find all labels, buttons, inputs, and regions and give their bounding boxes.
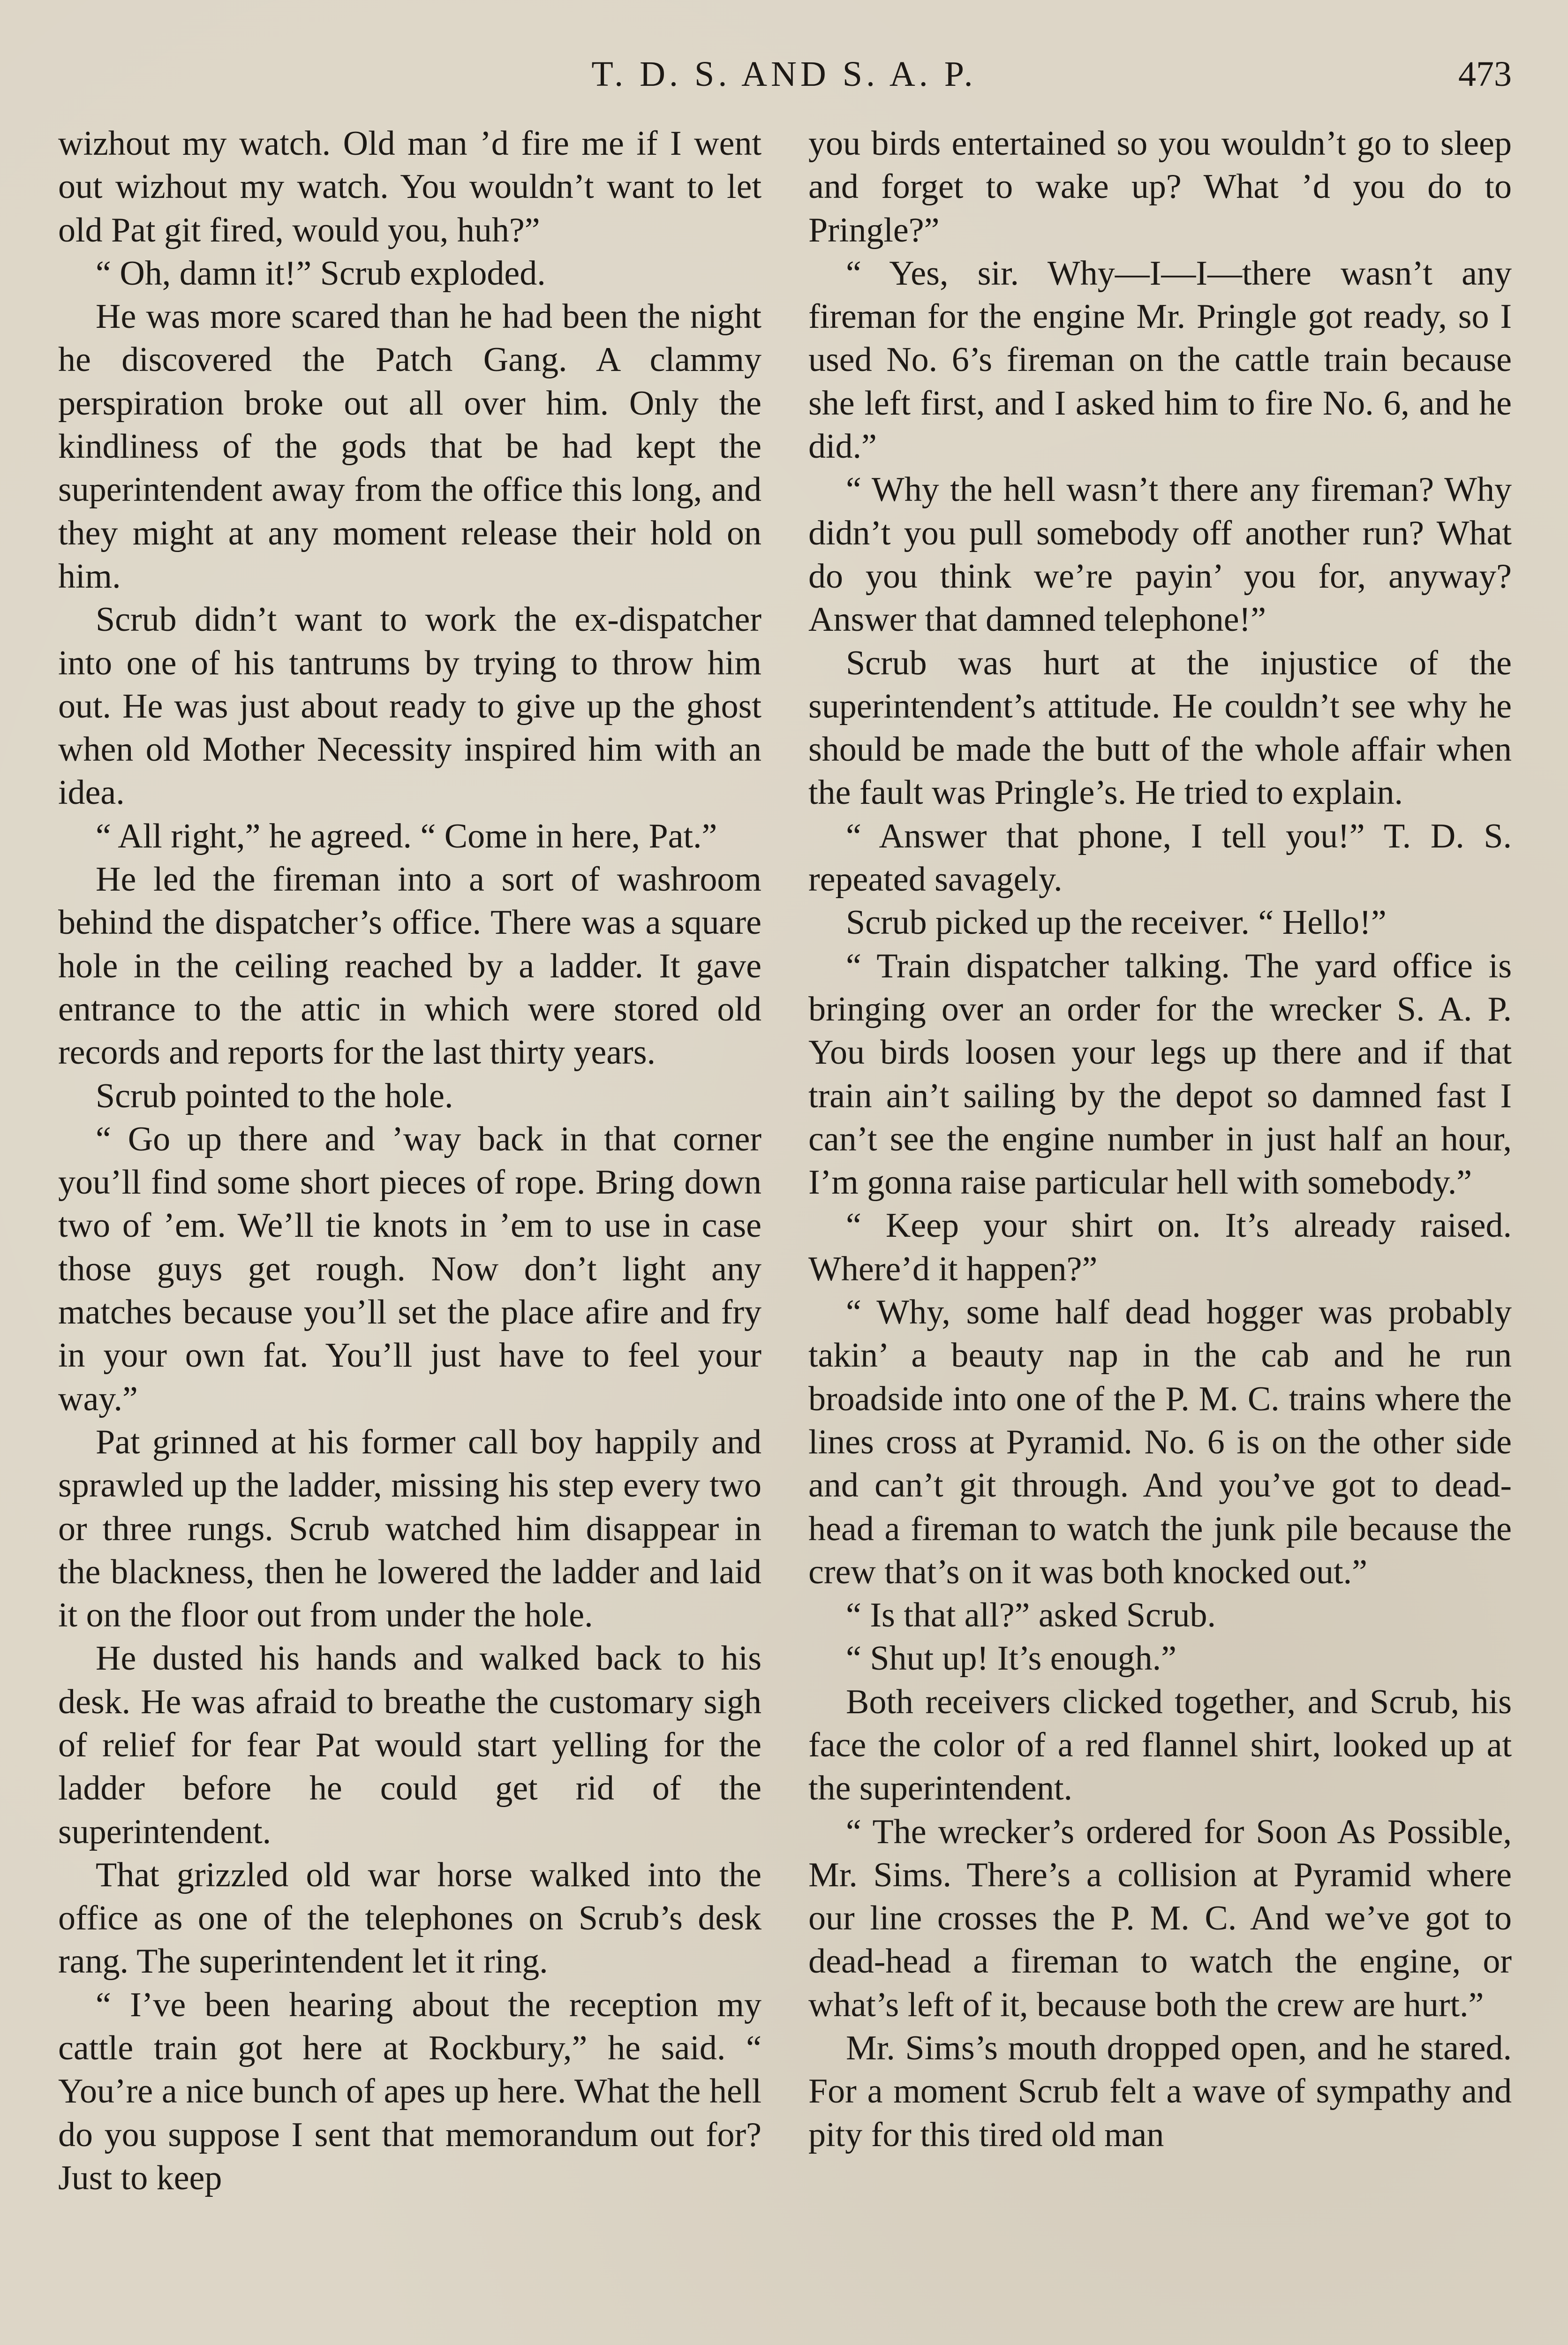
paragraph: “ Shut up! It’s enough.” [846, 1639, 1176, 1678]
paragraph: “ Keep your shirt on. It’s already raised. Where’d it happen?” [808, 1206, 1512, 1288]
paragraph: wizhout my watch. Old man ’d fire me if I went out wizhout my watch. You wouldn’t want to let old Pat git fired, would you, huh?” [58, 124, 761, 250]
paragraph: “ Why, some half dead hogger was probably takin’ a beauty nap in the cab and he run broadside into one of the P. M. C. trains where the lines cross at Pyramid. No. 6 is on the other side and can’t git through. And you’ve got to dead-head a fireman to watch the junk pile because the crew that’s on it was both knocked out.” [808, 1293, 1512, 1591]
page-header [56, 51, 1512, 98]
paragraph: He was more scared than he had been the night he discovered the Patch Gang. A clammy perspiration broke out all over him. Only the kindliness of the gods that be had kept the superintendent away from the office this long, and they might at any moment release their hold on him. [58, 297, 761, 596]
paragraph: Both receivers clicked together, and Scrub, his face the color of a red flannel shirt, looked up at the superintendent. [808, 1682, 1512, 1808]
paragraph: “ Is that all?” asked Scrub. [846, 1596, 1216, 1635]
paragraph: Mr. Sims’s mouth dropped open, and he stared. For a moment Scrub felt a wave of sympathy and pity for this tired old man [808, 2029, 1512, 2154]
paragraph: “ Go up there and ’way back in that corner you’ll find some short pieces of rope. Bring down two of ’em. We’ll tie knots in ’em to use in case those guys get rough. Now don’t light any matches because you’ll set the place afire and fry in your own fat. You’ll just have to feel your way.” [58, 1120, 761, 1418]
right-column [808, 122, 1512, 2345]
left-column [58, 122, 761, 2345]
paragraph: Scrub was hurt at the injustice of the superintendent’s attitude. He couldn’t see why he should be made the butt of the whole affair when the fault was Pringle’s. He tried to explain. [808, 643, 1512, 812]
paragraph: That grizzled old war horse walked into the office as one of the telephones on Scrub’s desk rang. The superintendent let it ring. [58, 1855, 761, 1981]
paragraph: “ Answer that phone, I tell you!” T. D. S. repeated savagely. [808, 817, 1512, 899]
paragraph: Pat grinned at his former call boy happily and sprawled up the ladder, missing his step every two or three rungs. Scrub watched him disappear in the blackness, then he lowered the ladder and laid it on the floor out from under the hole. [58, 1422, 761, 1635]
paragraph: “ All right,” he agreed. “ Come in here, Pat.” [96, 817, 717, 855]
paragraph: He dusted his hands and walked back to his desk. He was afraid to breathe the customary sigh of relief for fear Pat would start yelling for the ladder before he could get rid of the superintendent. [58, 1639, 761, 1851]
paragraph: “ I’ve been hearing about the reception my cattle train got here at Rockbury,” he said. “ You’re a nice bunch of apes up here. What the hell do you suppose I sent that memorandum out for? Just to keep [58, 1985, 761, 2197]
paragraph: Scrub picked up the receiver. “ Hello!” [846, 903, 1387, 942]
paragraph: “ Why the hell wasn’t there any fireman? Why didn’t you pull somebody off another run? What do you think we’re payin’ you for, anyway? Answer that damned telephone!” [808, 470, 1512, 639]
paragraph: “ Train dispatcher talking. The yard office is bringing over an order for the wrecker S. A. P. You birds loosen your legs up there and if that train ain’t sailing by the depot so damned fast I can’t see the engine number in just half an hour, I’m gonna raise particular hell with somebody.” [808, 946, 1512, 1202]
paragraph: “ The wrecker’s ordered for Soon As Possible, Mr. Sims. There’s a collision at Pyramid where our line crosses the P. M. C. And we’ve got to dead-head a fireman to watch the engine, or what’s left of it, because both the crew are hurt.” [808, 1812, 1512, 2024]
text-columns [58, 122, 1512, 2345]
paragraph: He led the fireman into a sort of washroom behind the dispatcher’s office. There was a square hole in the ceiling reached by a ladder. It gave entrance to the attic in which were stored old records and reports for the last thirty years. [58, 860, 761, 1072]
page-number: 473 [1458, 54, 1512, 94]
paragraph: “ Yes, sir. Why—I—I—there wasn’t any fireman for the engine Mr. Pringle got ready, so I used No. 6’s fireman on the cattle train because she left first, and I asked him to fire No. 6, and he did.” [808, 254, 1512, 466]
paragraph: Scrub didn’t want to work the ex-dispatcher into one of his tantrums by trying to throw him out. He was just about ready to give up the ghost when old Mother Necessity inspired him with an idea. [58, 600, 761, 812]
paragraph: “ Oh, damn it!” Scrub exploded. [96, 254, 546, 293]
paragraph: Scrub pointed to the hole. [96, 1076, 453, 1115]
running-head: T. D. S. AND S. A. P. [591, 54, 977, 94]
paragraph: you birds entertained so you wouldn’t go to sleep and forget to wake up? What ’d you do to Pringle?” [808, 124, 1512, 250]
